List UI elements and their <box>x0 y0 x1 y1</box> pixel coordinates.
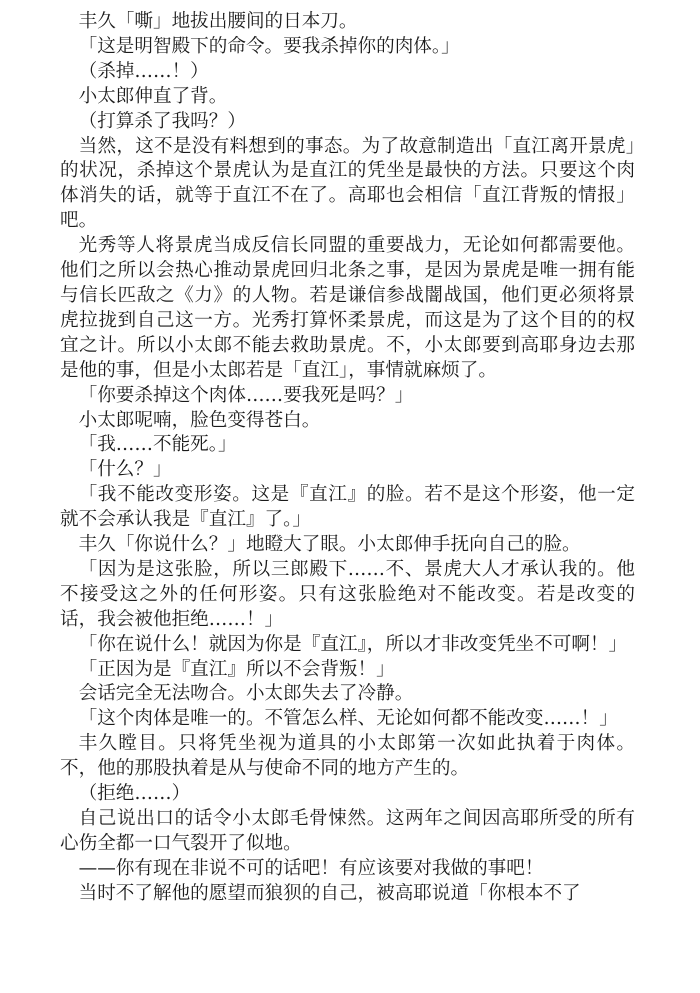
paragraph: （拒绝……） <box>78 783 191 805</box>
paragraph: （杀掉……！） <box>78 60 209 82</box>
paragraph: 「我……不能死。」 <box>78 434 237 456</box>
paragraph: 「这个肉体是唯一的。不管怎么样、无论如何都不能改变……！」 <box>78 708 618 730</box>
paragraph: 当然，这不是没有料想到的事态。为了故意制造出「直江离开景虎」的状况，杀掉这个景虎认为是直江的凭坐是最快的方法。只要这个肉体消失的话，就等于直江不在了。高耶也会相信「直江背叛的情报」吧。 <box>60 135 635 232</box>
paragraph: 自己说出口的话令小太郎毛骨悚然。这两年之间因高耶所受的所有心伤全都一口气裂开了似地。 <box>60 808 635 854</box>
paragraph: 「什么？」 <box>78 459 172 481</box>
paragraph: 小太郎呢喃，脸色变得苍白。 <box>78 409 321 431</box>
paragraph: 「这是明智殿下的命令。要我杀掉你的肉体。」 <box>78 35 460 57</box>
paragraph: 「你在说什么！就因为你是『直江』，所以才非改变凭坐不可啊！」 <box>78 633 628 655</box>
paragraph: 会话完全无法吻合。小太郎失去了冷静。 <box>78 683 414 705</box>
paragraph: 丰久瞠目。只将凭坐视为道具的小太郎第一次如此执着于肉体。不，他的那股执着是从与使命不同的地方产生的。 <box>60 733 635 780</box>
paragraph: ——你有现在非说不可的话吧！有应该要对我做的事吧！ <box>78 857 544 879</box>
paragraph: 「正因为是『直江』所以不会背叛！」 <box>78 658 395 680</box>
paragraph: 「我不能改变形姿。这是『直江』的脸。若不是这个形姿，他一定就不会承认我是『直江』了。」 <box>60 484 635 531</box>
paragraph: 小太郎伸直了背。 <box>78 85 228 107</box>
paragraph: 「你要杀掉这个肉体……要我死是吗？」 <box>78 384 414 406</box>
paragraph: 当时不了解他的愿望而狼狈的自己，被高耶说道「你根本不了 <box>78 882 581 904</box>
paragraph: （打算杀了我吗？） <box>78 110 246 132</box>
paragraph: 丰久「你说什么？」地瞪大了眼。小太郎伸手抚向自己的脸。 <box>78 534 581 556</box>
paragraph: 丰久「嘶」地拔出腰间的日本刀。 <box>78 11 358 32</box>
paragraph: 光秀等人将景虎当成反信长同盟的重要战力，无论如何都需要他。他们之所以会热心推动景虎回归北条之事，是因为景虎是唯一拥有能与信长匹敌之《力》的人物。若是谦信参战闇战国，他们更必须将景虎拉拢到自己这一方。光秀打算怀柔景虎，而这是为了这个目的的权宜之计。所以小太郎不能去救助景虎。不，小太郎要到高耶身边去那是他的事，但是小太郎若是「直江」，事情就麻烦了。 <box>60 235 635 381</box>
paragraph: 「因为是这张脸，所以三郎殿下……不、景虎大人才承认我的。他不接受这之外的任何形姿。只有这张脸绝对不能改变。若是改变的话，我会被他拒绝……！」 <box>60 558 635 630</box>
novel-page <box>60 10 635 907</box>
